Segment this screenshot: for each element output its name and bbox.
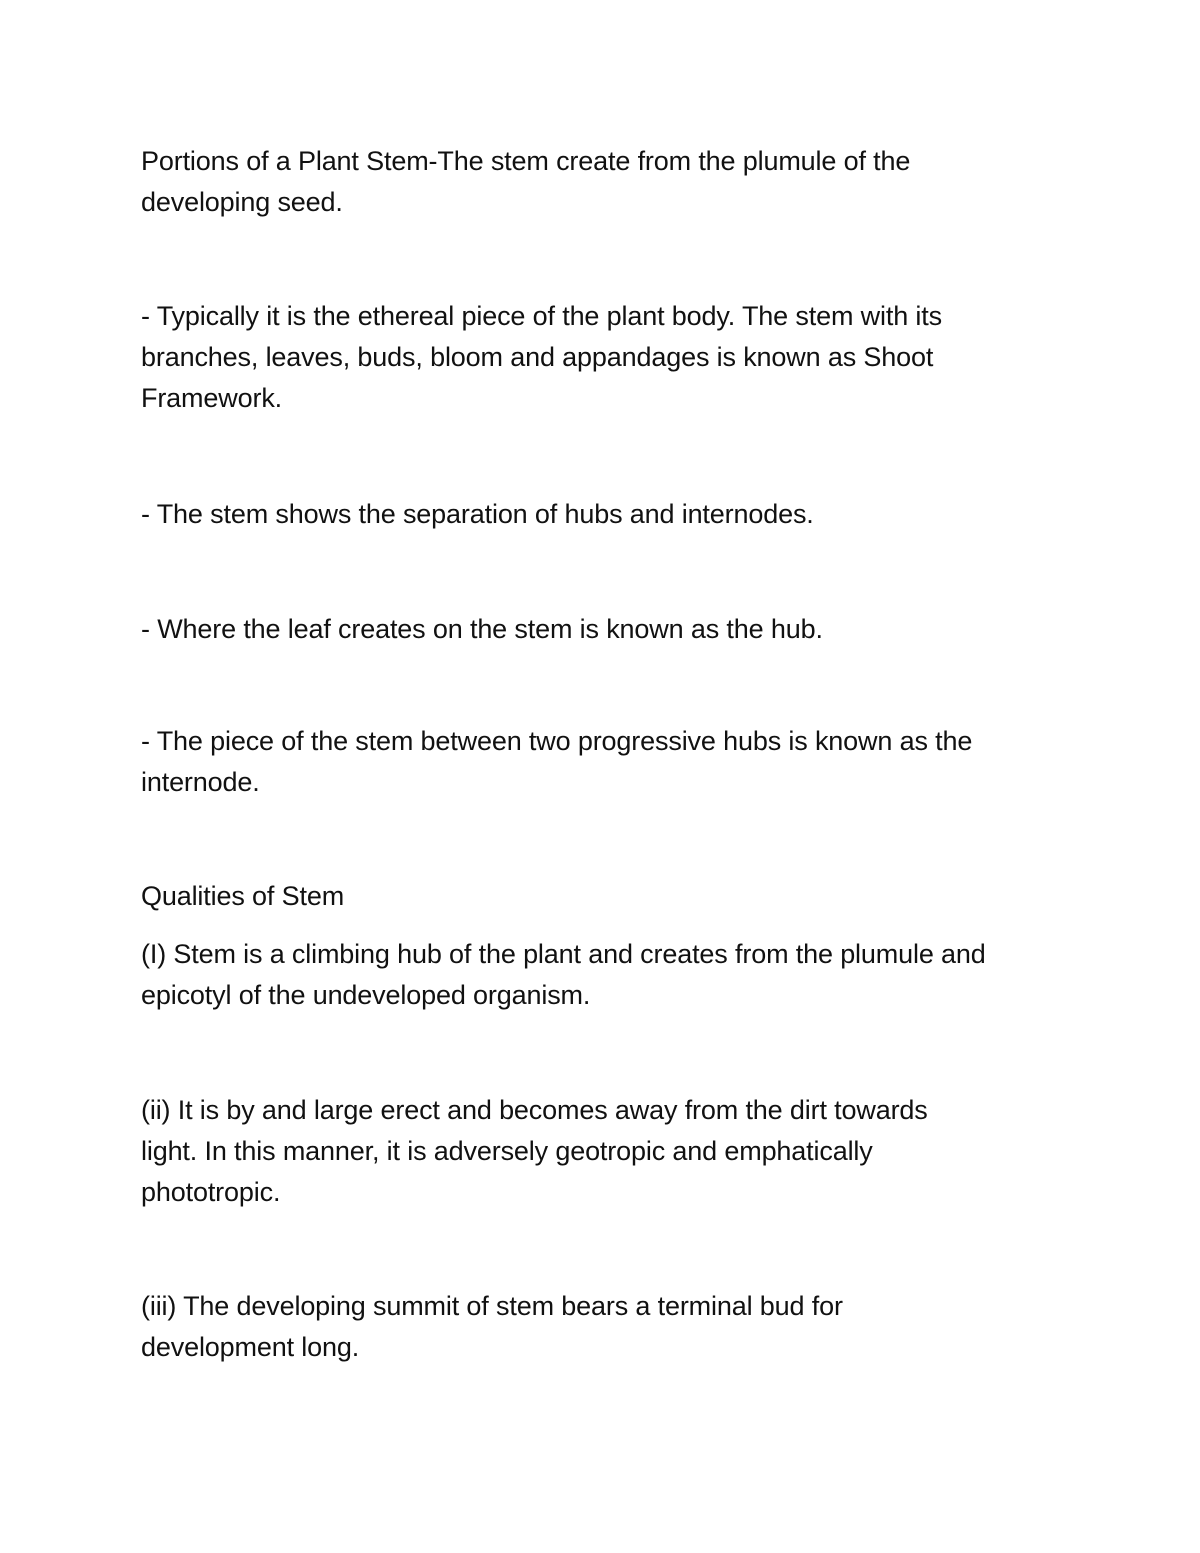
paragraph-hubs-internodes: - The stem shows the separation of hubs and internodes. bbox=[141, 499, 814, 529]
paragraph-quality-1: (I) Stem is a climbing hub of the plant and creates from the plumule and epicotyl of the undeveloped organism. bbox=[141, 939, 986, 1010]
paragraph-plant-stem-portions: Portions of a Plant Stem-The stem create from the plumule of the developing seed. bbox=[141, 146, 911, 217]
paragraph-quality-2: (ii) It is by and large erect and becomes away from the dirt towards light. In this manner, it is adversely geotropic and emphatically phototropic. bbox=[141, 1095, 928, 1207]
paragraph-quality-3: (iii) The developing summit of stem bears a terminal bud for development long. bbox=[141, 1291, 843, 1362]
section-heading-qualities: Qualities of Stem bbox=[141, 881, 345, 911]
paragraph-internode-definition: - The piece of the stem between two progressive hubs is known as the internode. bbox=[141, 726, 973, 797]
paragraph-shoot-framework: - Typically it is the ethereal piece of the plant body. The stem with its branches, leaves, buds, bloom and appandages is known as Shoot Framework. bbox=[141, 301, 942, 413]
paragraph-hub-definition: - Where the leaf creates on the stem is known as the hub. bbox=[141, 614, 823, 644]
